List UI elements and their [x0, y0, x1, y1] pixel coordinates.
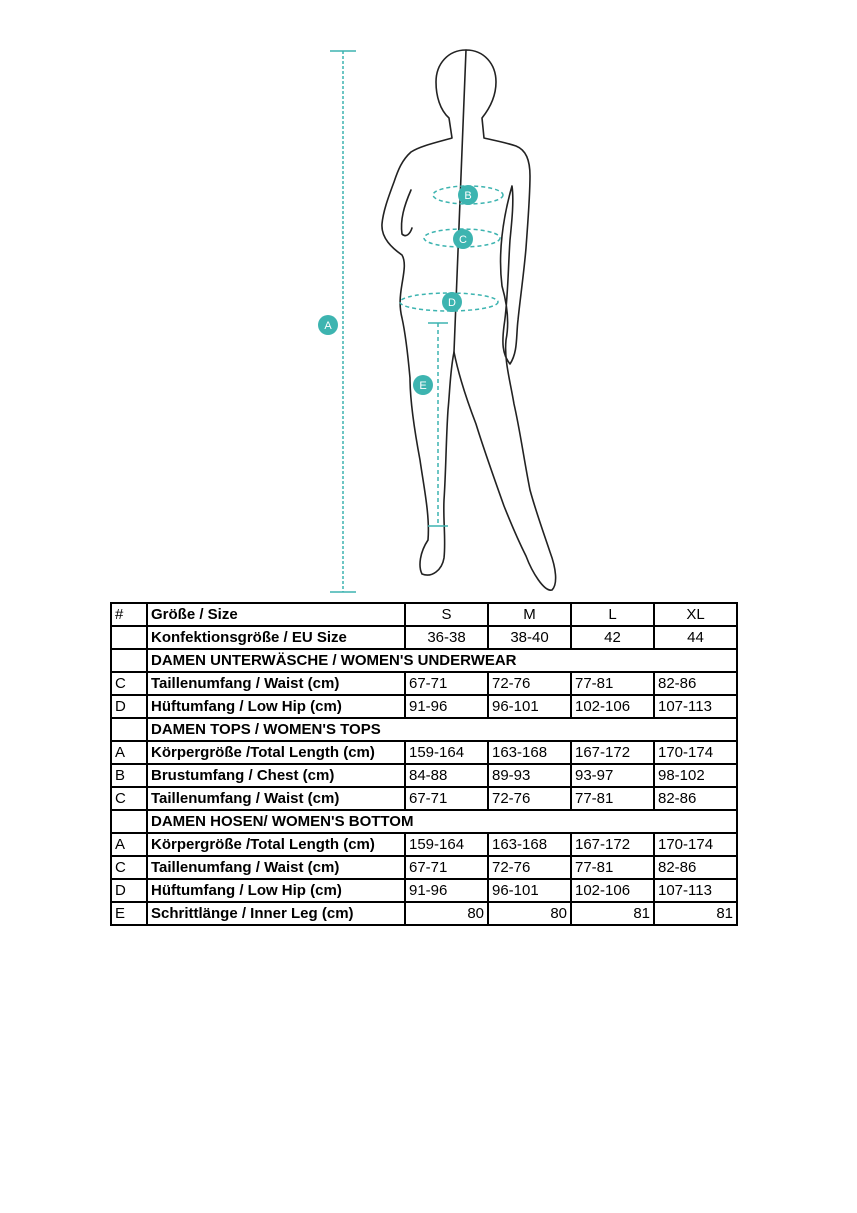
svg-text:B: B	[464, 190, 472, 202]
section-blank-cell	[111, 649, 147, 672]
svg-text:A: A	[324, 320, 332, 332]
marker-a	[318, 315, 338, 335]
row-id-cell: A	[111, 741, 147, 764]
row-value-cell: 80	[488, 902, 571, 925]
row-value-cell: 89-93	[488, 764, 571, 787]
row-id-cell: A	[111, 833, 147, 856]
section-blank-cell	[111, 810, 147, 833]
row-value-cell: 84-88	[405, 764, 488, 787]
body-silhouette	[382, 50, 556, 590]
table-row	[111, 833, 737, 856]
row-label-cell: Taillenumfang / Waist (cm)	[147, 856, 405, 879]
row-value-cell: 91-96	[405, 695, 488, 718]
row-label-cell: Taillenumfang / Waist (cm)	[147, 787, 405, 810]
eu-label-cell: Konfektionsgröße / EU Size	[147, 626, 405, 649]
row-value-cell: 163-168	[488, 741, 571, 764]
row-value-cell: 67-71	[405, 672, 488, 695]
row-value-cell: 167-172	[571, 741, 654, 764]
row-value-cell: 170-174	[654, 741, 737, 764]
row-value-cell: 96-101	[488, 879, 571, 902]
svg-text:D: D	[448, 297, 456, 309]
svg-text:E: E	[419, 380, 427, 392]
row-id-cell: C	[111, 856, 147, 879]
row-value-cell: 72-76	[488, 672, 571, 695]
row-label-cell: Schrittlänge / Inner Leg (cm)	[147, 902, 405, 925]
eu-value-s: 36-38	[405, 626, 488, 649]
row-value-cell: 77-81	[571, 856, 654, 879]
section-header-row	[111, 649, 737, 672]
row-value-cell: 93-97	[571, 764, 654, 787]
row-label-cell: Taillenumfang / Waist (cm)	[147, 672, 405, 695]
row-value-cell: 107-113	[654, 879, 737, 902]
row-value-cell: 107-113	[654, 695, 737, 718]
table-row	[111, 856, 737, 879]
row-value-cell: 67-71	[405, 787, 488, 810]
header-id-cell: #	[111, 603, 147, 626]
header-size-m: M	[488, 603, 571, 626]
section-blank-cell	[111, 718, 147, 741]
table-row	[111, 695, 737, 718]
marker-d	[442, 292, 462, 312]
row-value-cell: 77-81	[571, 787, 654, 810]
eu-value-m: 38-40	[488, 626, 571, 649]
row-id-cell: C	[111, 672, 147, 695]
row-value-cell: 102-106	[571, 695, 654, 718]
row-value-cell: 77-81	[571, 672, 654, 695]
table-row	[111, 764, 737, 787]
row-label-cell: Brustumfang / Chest (cm)	[147, 764, 405, 787]
row-value-cell: 82-86	[654, 787, 737, 810]
table-row	[111, 787, 737, 810]
row-value-cell: 80	[405, 902, 488, 925]
row-value-cell: 67-71	[405, 856, 488, 879]
row-label-cell: Hüftumfang / Low Hip (cm)	[147, 879, 405, 902]
section-title: DAMEN UNTERWÄSCHE / WOMEN'S UNDERWEAR	[147, 649, 737, 672]
row-value-cell: 159-164	[405, 741, 488, 764]
eu-value-xl: 44	[654, 626, 737, 649]
marker-c	[453, 229, 473, 249]
row-value-cell: 91-96	[405, 879, 488, 902]
table-row	[111, 741, 737, 764]
row-label-cell: Körpergröße /Total Length (cm)	[147, 833, 405, 856]
table-row	[111, 879, 737, 902]
eu-value-l: 42	[571, 626, 654, 649]
size-chart-table	[110, 602, 738, 926]
table-row	[111, 902, 737, 925]
row-value-cell: 170-174	[654, 833, 737, 856]
row-id-cell: D	[111, 695, 147, 718]
section-title: DAMEN HOSEN/ WOMEN'S BOTTOM	[147, 810, 737, 833]
eu-size-row	[111, 626, 737, 649]
row-value-cell: 96-101	[488, 695, 571, 718]
section-title: DAMEN TOPS / WOMEN'S TOPS	[147, 718, 737, 741]
row-value-cell: 163-168	[488, 833, 571, 856]
section-header-row	[111, 810, 737, 833]
row-value-cell: 72-76	[488, 787, 571, 810]
row-id-cell: B	[111, 764, 147, 787]
row-id-cell: E	[111, 902, 147, 925]
body-measurement-figure	[0, 0, 857, 600]
marker-b	[458, 185, 478, 205]
row-label-cell: Körpergröße /Total Length (cm)	[147, 741, 405, 764]
svg-text:C: C	[459, 234, 467, 246]
marker-e	[413, 375, 433, 395]
header-size-xl: XL	[654, 603, 737, 626]
row-value-cell: 72-76	[488, 856, 571, 879]
row-value-cell: 167-172	[571, 833, 654, 856]
header-row	[111, 603, 737, 626]
row-value-cell: 81	[654, 902, 737, 925]
measurement-loops	[400, 186, 503, 526]
row-value-cell: 82-86	[654, 672, 737, 695]
row-value-cell: 102-106	[571, 879, 654, 902]
size-chart-body	[111, 603, 737, 925]
header-size-s: S	[405, 603, 488, 626]
row-value-cell: 98-102	[654, 764, 737, 787]
row-id-cell: C	[111, 787, 147, 810]
table-row	[111, 672, 737, 695]
section-header-row	[111, 718, 737, 741]
eu-id-cell	[111, 626, 147, 649]
row-value-cell: 159-164	[405, 833, 488, 856]
header-size-l: L	[571, 603, 654, 626]
row-id-cell: D	[111, 879, 147, 902]
row-value-cell: 81	[571, 902, 654, 925]
row-label-cell: Hüftumfang / Low Hip (cm)	[147, 695, 405, 718]
row-value-cell: 82-86	[654, 856, 737, 879]
header-label-cell: Größe / Size	[147, 603, 405, 626]
